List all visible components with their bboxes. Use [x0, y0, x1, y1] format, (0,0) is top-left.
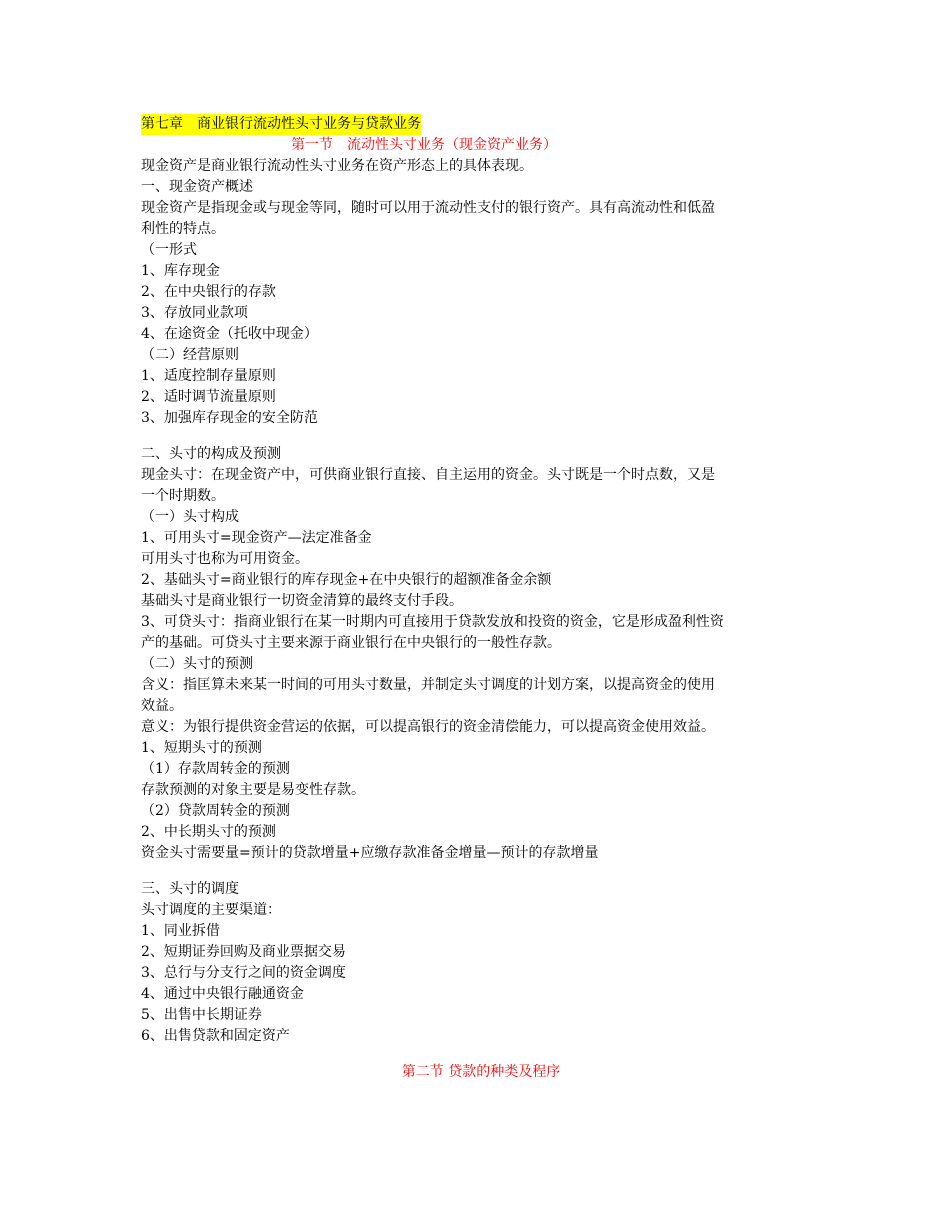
- text-line: 基础头寸是商业银行一切资金清算的最终支付手段。: [141, 593, 463, 609]
- text-line: 现金头寸：在现金资产中，可供商业银行直接、自主运用的资金。头寸既是一个时点数，又是: [141, 467, 715, 483]
- text-line: 意义：为银行提供资金营运的依据，可以提高银行的资金清偿能力，可以提高资金使用效益。: [141, 719, 715, 735]
- section-2-title: 第二节 贷款的种类及程序: [401, 1064, 561, 1080]
- chapter-title: 第七章 商业银行流动性头寸业务与贷款业务: [141, 114, 421, 135]
- text-line: 5、出售中长期证券: [141, 1007, 262, 1023]
- blank-line: [141, 429, 821, 444]
- text-line: 3、存放同业款项: [141, 305, 248, 321]
- section-1-title: 第一节 流动性头寸业务（现金资产业务）: [291, 137, 557, 153]
- text-line: （二）经营原则: [141, 347, 239, 363]
- blank-line: [141, 1047, 821, 1062]
- text-line: 2、中长期头寸的预测: [141, 824, 276, 840]
- text-line: 2、在中央银行的存款: [141, 284, 276, 300]
- paragraph-block-cash-assets: [141, 156, 821, 429]
- text-line: 一个时期数。: [141, 488, 225, 504]
- text-line: 产的基础。可贷头寸主要来源于商业银行在中央银行的一般性存款。: [141, 635, 561, 651]
- text-line: 利性的特点。: [141, 221, 225, 237]
- text-line: 现金资产是商业银行流动性头寸业务在资产形态上的具体表现。: [141, 158, 533, 174]
- text-line: 现金资产是指现金或与现金等同，随时可以用于流动性支付的银行资产。具有高流动性和低盈: [141, 200, 715, 216]
- text-line: 资金头寸需要量=预计的贷款增量+应缴存款准备金增量—预计的存款增量: [141, 845, 599, 861]
- text-line: 1、短期头寸的预测: [141, 740, 262, 756]
- text-line: （一）头寸构成: [141, 509, 239, 525]
- text-line: 三、头寸的调度: [141, 881, 239, 897]
- text-line: 存款预测的对象主要是易变性存款。: [141, 782, 365, 798]
- text-line: 2、适时调节流量原则: [141, 389, 276, 405]
- text-line: 3、总行与分支行之间的资金调度: [141, 965, 346, 981]
- text-line: 2、短期证券回购及商业票据交易: [141, 944, 346, 960]
- text-line: （一形式: [141, 242, 197, 258]
- paragraph-block-scheduling: [141, 879, 821, 1047]
- text-line: 1、同业拆借: [141, 923, 220, 939]
- document-page: [141, 114, 821, 1083]
- text-line: 2、基础头寸=商业银行的库存现金+在中央银行的超额准备金余额: [141, 572, 552, 588]
- text-line: 6、出售贷款和固定资产: [141, 1028, 290, 1044]
- text-line: 3、加强库存现金的安全防范: [141, 410, 318, 426]
- text-line: 4、在途资金（托收中现金）: [141, 326, 318, 342]
- text-line: （二）头寸的预测: [141, 656, 253, 672]
- text-line: （1）存款周转金的预测: [141, 761, 290, 777]
- text-line: 4、通过中央银行融通资金: [141, 986, 304, 1002]
- text-line: 一、现金资产概述: [141, 179, 253, 195]
- text-line: 1、适度控制存量原则: [141, 368, 276, 384]
- chapter-title-line: [141, 114, 821, 135]
- text-line: 1、可用头寸=现金资产—法定准备金: [141, 530, 372, 546]
- text-line: 头寸调度的主要渠道：: [141, 902, 281, 918]
- text-line: （2）贷款周转金的预测: [141, 803, 290, 819]
- text-line: 1、库存现金: [141, 263, 220, 279]
- text-line: 含义：指匡算未来某一时间的可用头寸数量，并制定头寸调度的计划方案，以提高资金的使用: [141, 677, 715, 693]
- paragraph-block-position: [141, 444, 821, 864]
- blank-line: [141, 864, 821, 879]
- text-line: 二、头寸的构成及预测: [141, 446, 281, 462]
- text-line: 效益。: [141, 698, 183, 714]
- text-line: 可用头寸也称为可用资金。: [141, 551, 309, 567]
- text-line: 3、可贷头寸：指商业银行在某一时期内可直接用于贷款发放和投资的资金，它是形成盈利性资: [141, 614, 724, 630]
